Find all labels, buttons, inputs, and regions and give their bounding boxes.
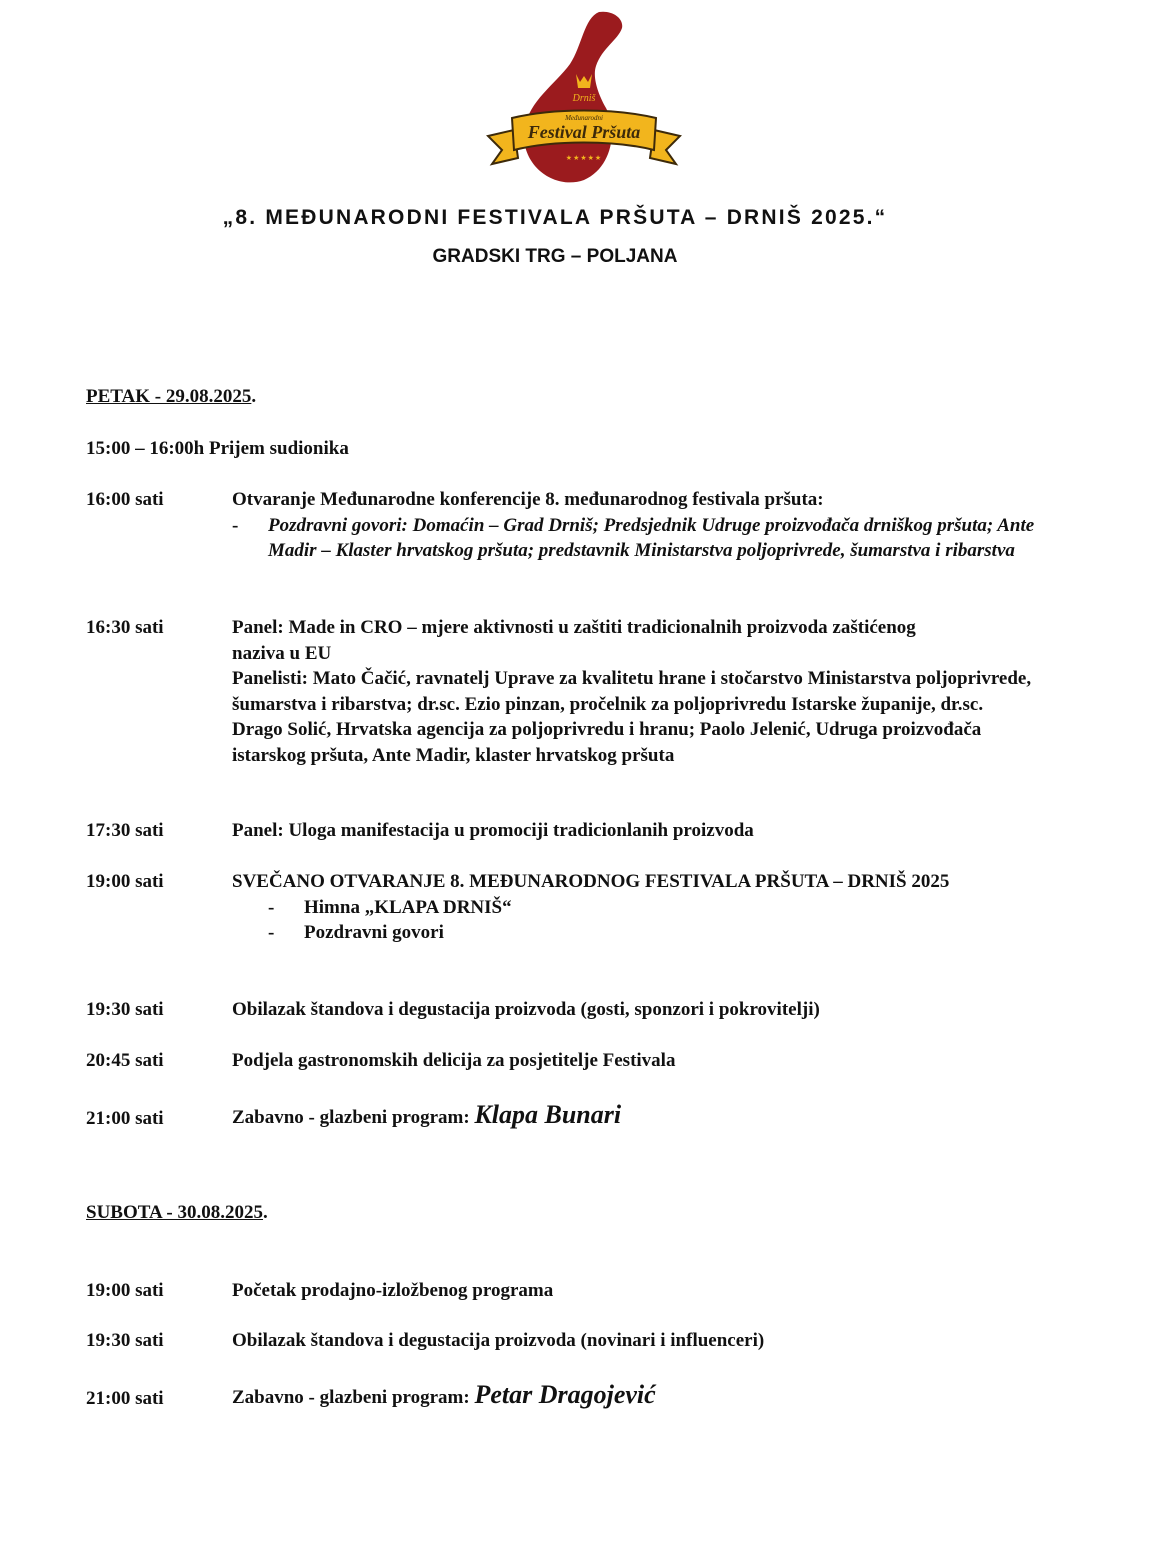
bullet-item: - Pozdravni govori	[268, 922, 444, 943]
day-heading-saturday: SUBOTA - 30.08.2025.	[86, 1202, 268, 1223]
page-subtitle: GRADSKI TRG – POLJANA	[432, 246, 678, 267]
performer-name: Klapa Bunari	[474, 1100, 622, 1129]
bullet-item: - Himna „KLAPA DRNIŠ“	[268, 896, 512, 918]
logo-sub-text: Međunarodni	[565, 114, 603, 122]
page-title: „8. MEĐUNARODNI FESTIVALA PRŠUTA – DRNIŠ 2025.“	[222, 206, 888, 229]
performer-name: Petar Dragojević	[474, 1380, 656, 1409]
festival-logo	[484, 8, 684, 188]
day-heading-friday: PETAK - 29.08.2025.	[86, 386, 257, 407]
bullet-item: - Pozdravni govori: Domaćin – Grad Drniš; Predsjednik Udruge proizvođača drniškog pršuta; Ante Madir – Klaster hrvatskog pršuta; predstavnik Ministarstva poljoprivrede, šumarstva i ribarstva	[232, 514, 1035, 561]
logo-banner-text: Festival Pršuta	[527, 122, 641, 142]
logo-stars: ★★★★★	[565, 154, 603, 162]
logo-town-text: Drniš	[572, 93, 596, 104]
